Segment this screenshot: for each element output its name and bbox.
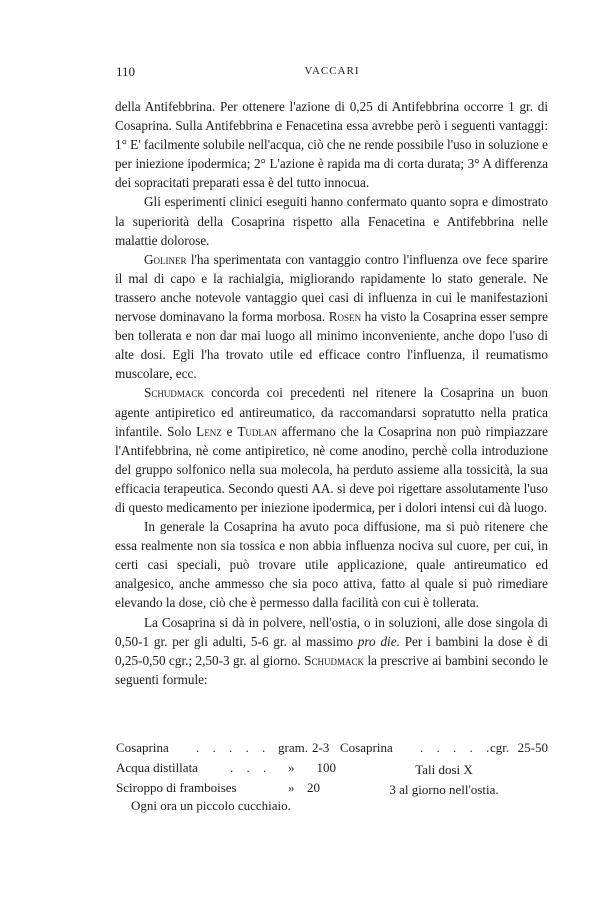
ingredient-amount: 25-50 [517,740,548,755]
formula-left [116,738,336,798]
formula-right [340,738,548,800]
ingredient-amount: 20 [307,780,320,795]
ingredient-unit: gram. [278,740,308,755]
text-run: ha visto la Cosaprina esser sempre ben tollerata e non dar mai luogo all minimo inconveniente, anche dopo l'uso di alte dosi. Egli l'ha trovato utile ed efficace contro l'influenza, il reumatismo muscolare, ecc. [115,309,549,382]
ditto-mark: » [288,760,295,775]
text-run: affermano che la Cosaprina non può rimpiazzare l'Antifebbrina, nè come antipiretico, nè come anodino, perchè colla introduzione del gruppo solfonico nella sua molecola, ha perduto assieme alla tossicità, la sua efficacia terapeutica. Secondo questi AA. si deve poi rigettare assolutamente l'uso di questo medicamento per iniezione ipodermica, per i dolori intensi cui dà luogo. [115,423,548,515]
text-run: Gli esperimenti clinici eseguiti hanno confermato quanto sopra e dimostrato la superiorità della Cosaprina rispetto alla Fenacetina e Antifebbrina nelle malattie dolorose. [115,194,548,248]
text-run: La Cosaprina si dà in polvere, nell'ostia, o in soluzioni, alle dose singola di 0,50-1 gr. per gli adulti, 5-6 gr. al massimo [115,614,548,649]
text-run: e [221,423,238,439]
body-text [115,97,548,689]
text-run: In generale la Cosaprina ha avuto poca diffusione, ma si può ritenere che essa realmente non sia tossica e non abbia influenza nociva sul cuore, per cui, in certi casi speciali, può trovare utile applicazione, quale antireumatico ed analgesico, anche ammesso che sia poco attiva, fatto al quale si può rimediare elevando la dose, ciò che è permesso dalla facilità con cui è tollerata. [115,519,548,611]
paragraph [115,613,548,689]
dosage-line [340,760,548,780]
text-run: la prescrive ai bambini secondo le seguenti formule: [115,652,549,687]
dosage-text: Tali dosi X [415,762,473,777]
ingredient-name: Acqua distillata [116,760,198,775]
author-name: Schudmack [304,652,365,668]
ditto-mark: » [288,780,295,795]
formula-row [116,758,336,778]
formula-row [116,778,331,798]
leader-dots: . . . [230,760,272,775]
formula-row [340,738,548,758]
ingredient-name: Sciroppo di framboises [116,780,237,795]
paragraph [115,192,548,249]
running-title: VACCARI [304,65,360,77]
page-number: 110 [116,64,136,79]
author-name: Rosen [328,309,362,325]
author-name: Schudmack [144,385,204,401]
text-run: l'ha sperimentata con vantaggio contro l'influenza ove fece sparire il mal di capo e la rachialgia, migliorando rapidamente lo stato generale. Ne trassero anche notevole vantaggio quei casi di influenza in cui le manifestazioni nervose dominavano la forma morbosa. [115,251,548,325]
author-name: Goliner [144,251,187,267]
ingredient-amount: 2-3 [312,740,330,755]
leader-dots: . . . . . [196,740,271,755]
paragraph [115,250,548,384]
author-name: Lenz [196,423,222,439]
paragraph [115,517,548,612]
leader-dots: . . . . . [420,740,495,755]
dosage-line [340,780,548,800]
author-name: Tudlan [237,423,277,439]
ingredient-amount: 100 [316,760,336,775]
paragraph [115,383,548,517]
text-run: Per i bambini la dose è di 0,25-0,50 cgr.; 2,50-3 gr. al giorno. [115,633,549,668]
ingredient-name: Cosaprina [340,740,393,755]
ingredient-unit: cgr. [490,740,510,755]
text-run: concorda coi precedenti nel ritenere la Cosaprina un buon agente antipiretico ed antireumatico, da raccomandarsi sopratutto nella pratica infantile. Solo [115,385,548,439]
formula-note: Ogni ora un piccolo cucchiaio. [131,798,291,813]
page-header [116,64,548,82]
ingredient-name: Cosaprina [116,740,169,755]
dosage-text: 3 al giorno nell'ostia. [389,782,499,797]
paragraph [115,97,548,192]
text-run: della Antifebbrina. Per ottenere l'azione di 0,25 di Antifebbrina occorre 1 gr. di Cosaprina. Sulla Antifebbrina e Fenacetina essa avrebbe però i seguenti vantaggi: 1° E' facilmente solubile nell'acqua, ciò che ne rende possibile l'uso in soluzione e per iniezione ipodermica; 2° L'azione è rapida ma di corta durata; 3° A differenza dei sopracitati preparati essa è del tutto innocua. [115,99,548,191]
italic-text: pro die. [357,633,400,649]
formula-row [116,738,331,758]
